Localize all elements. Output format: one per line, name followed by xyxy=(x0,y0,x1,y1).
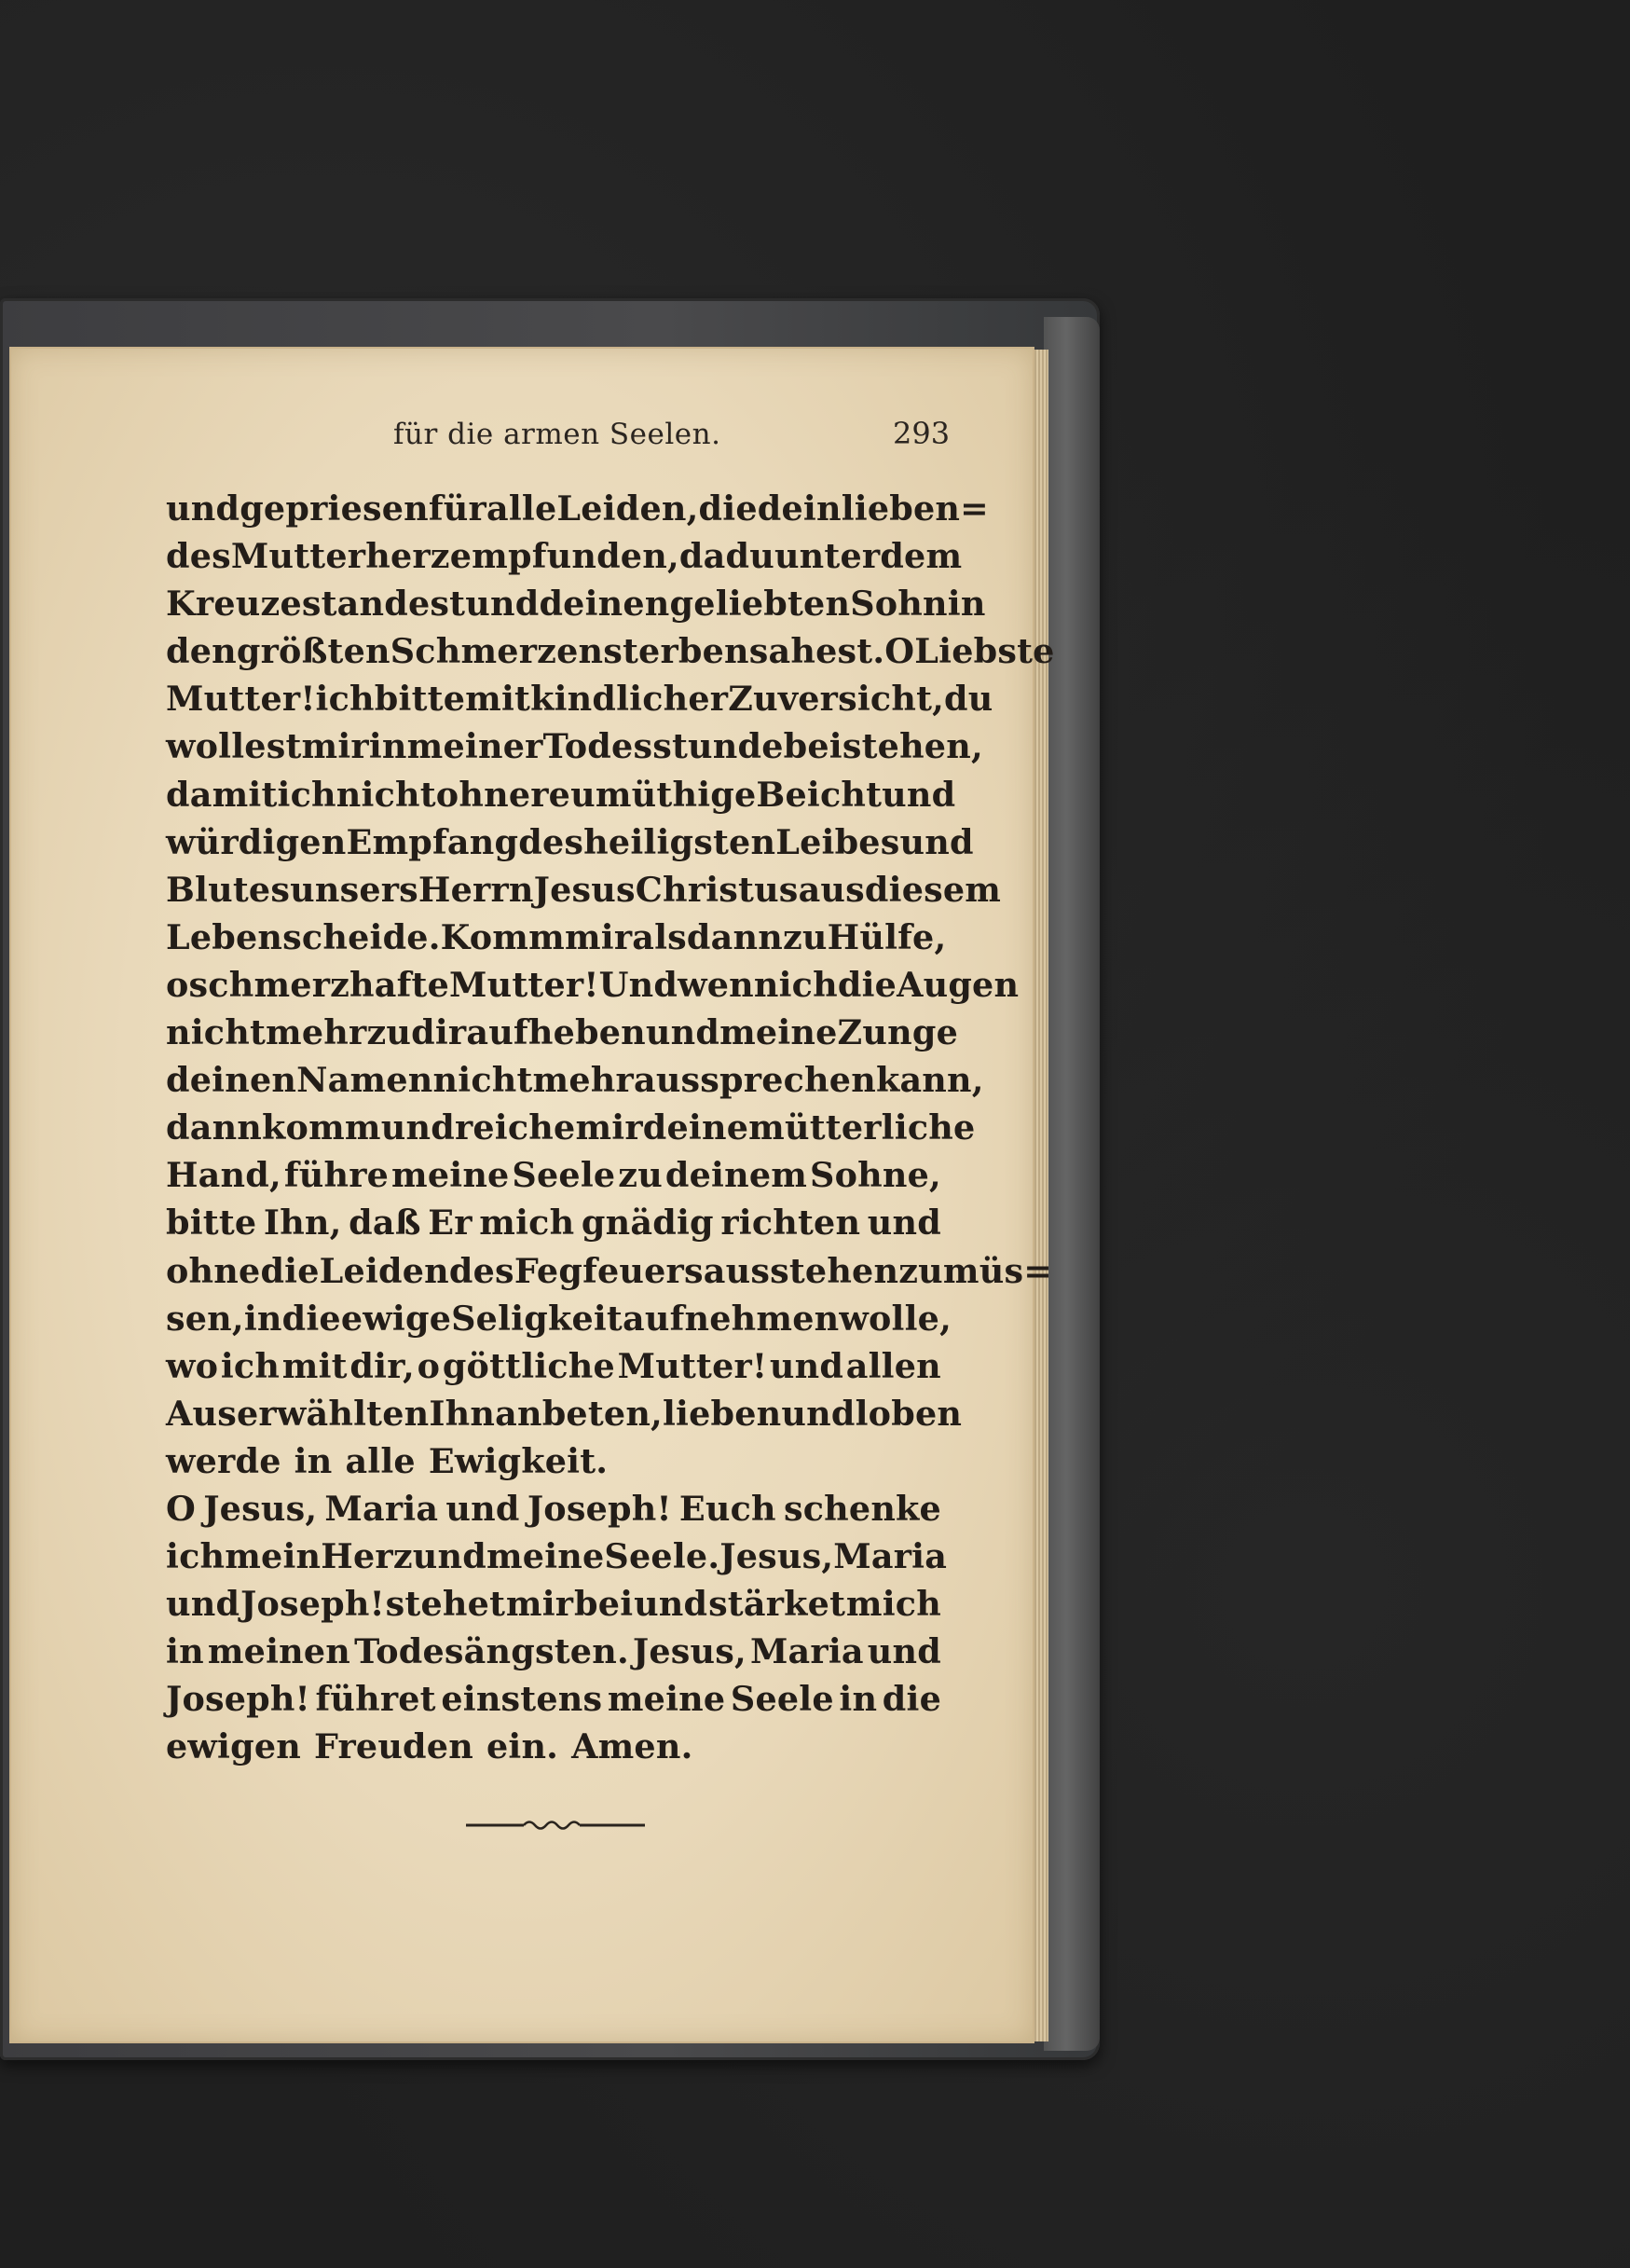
text-line: o schmerzhafte Mutter! Und wenn ich die Augen xyxy=(166,964,1020,1005)
text-line: ich mein Herz und meine Seele. Jesus, Maria xyxy=(166,1536,948,1577)
text-line: Mutter! ich bitte mit kindlicher Zuversicht, du xyxy=(166,679,993,720)
text-line: Joseph! führet einstens meine Seele in die xyxy=(166,1679,941,1720)
text-line: ewigen Freuden ein. Amen. xyxy=(166,1726,693,1767)
text-line: sen, in die ewige Seligkeit aufnehmen wolle, xyxy=(166,1298,952,1339)
text-line: den größten Schmerzen sterben sahest. O Liebste xyxy=(166,631,1055,672)
text-line: bitte Ihn, daß Er mich gnädig richten und xyxy=(166,1203,941,1244)
text-line: in meinen Todesängsten. Jesus, Maria und xyxy=(166,1631,941,1672)
text-line: deinen Namen nicht mehr aussprechen kann, xyxy=(166,1060,984,1101)
text-line: Hand, führe meine Seele zu deinem Sohne, xyxy=(166,1155,941,1196)
body-text xyxy=(166,485,1055,1771)
text-line: damit ich nicht ohne reumüthige Beicht und xyxy=(166,774,956,815)
text-line: Auserwählten Ihn anbeten, lieben und loben xyxy=(166,1393,963,1434)
running-head: für die armen Seelen. xyxy=(393,418,721,451)
text-line: O Jesus, Maria und Joseph! Euch schenke xyxy=(166,1488,941,1529)
text-line: ohne die Leiden des Fegfeuers ausstehen zu müs= xyxy=(166,1250,1052,1291)
text-line: und Joseph! stehet mir bei und stärket mich xyxy=(166,1584,941,1625)
text-line: dann komm und reiche mir deine mütterliche xyxy=(166,1107,976,1148)
text-line: wo ich mit dir, o göttliche Mutter! und allen xyxy=(166,1345,941,1386)
book-cover-edge xyxy=(1044,317,1100,2051)
ornament-divider-icon xyxy=(466,1816,645,1835)
text-line: des Mutterherz empfunden, da du unter dem xyxy=(166,536,963,577)
text-line: werde in alle Ewigkeit. xyxy=(166,1440,609,1481)
text-line: Leben scheide. Komm mir alsdann zu Hülfe, xyxy=(166,916,947,957)
text-line: nicht mehr zu dir aufheben und meine Zunge xyxy=(166,1012,959,1053)
text-line: Blutes unsers Herrn Jesus Christus aus diesem xyxy=(166,869,1002,910)
text-line: würdigen Empfang des heiligsten Leibes und xyxy=(166,821,974,862)
text-line: und gepriesen für alle Leiden, die dein lieben= xyxy=(166,488,989,529)
page-number: 293 xyxy=(893,416,951,451)
text-line: Kreuze standest und deinen geliebten Sohn in xyxy=(166,584,986,625)
text-line: wollest mir in meiner Todesstunde beistehen, xyxy=(166,726,983,767)
